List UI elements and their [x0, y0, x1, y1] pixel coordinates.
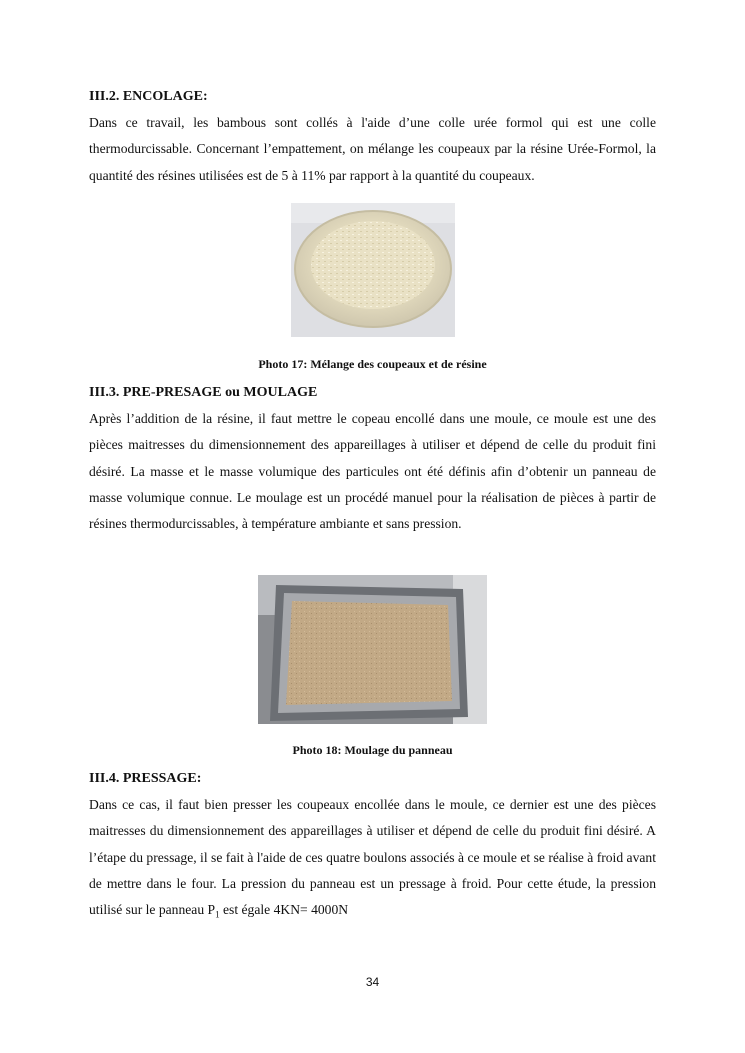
paragraph-pressage-end: est égale 4KN= 4000N — [219, 902, 349, 918]
paragraph-pressage — [89, 792, 656, 928]
page-number: 34 — [365, 975, 380, 989]
paragraph-moulage: Après l’addition de la résine, il faut mettre le copeau encollé dans une moule, ce moule est une des pièces maitresses du dimensionnement des appareillages à utiliser et dépend de celle du produit fini désiré. La masse et le masse volumique des particules ont été définis afin d’obtenir un panneau de masse volumique connue. Le moulage est un procédé manuel pour la réalisation de pièces à partir de résines thermodurcissables, à température ambiante et sans pression. — [89, 411, 656, 532]
section-heading-pressage: III.4. PRESSAGE: — [89, 771, 202, 786]
photo-17-caption: Photo 17: Mélange des coupeaux et de résine — [258, 357, 487, 371]
paragraph-pressage-text: Dans ce cas, il faut bien presser les coupeaux encollée dans le moule, ce dernier est une des pièces maitresses du dimensionnement des appareillages à utiliser et dépend de celle du produit fini désiré. A l’étape du pressage, il se fait à l'aide de ces quatre boulons associés à ce moule et se réalise à froid avant de mettre dans le four. La pression du panneau est un pressage à froid. Pour cette étude, la pression utilisé sur le panneau P — [89, 797, 656, 918]
subscript-1: 1 — [215, 909, 220, 920]
photo-mould-panel — [258, 575, 487, 724]
photo-resin-mixture — [291, 203, 455, 337]
section-heading-moulage: III.3. PRE-PRESAGE ou MOULAGE — [89, 385, 318, 400]
photo-18-caption: Photo 18: Moulage du panneau — [292, 743, 453, 757]
paragraph-encolage: Dans ce travail, les bambous sont collés à l'aide d’une colle urée formol qui est une colle thermodurcissable. Concernant l’empattement, on mélange les coupeaux par la résine Urée-Formol, la quantité des résines utilisées est de 5 à 11% par rapport à la quantité du coupeaux. — [89, 115, 656, 183]
section-heading-encolage: III.2. ENCOLAGE: — [89, 89, 208, 104]
